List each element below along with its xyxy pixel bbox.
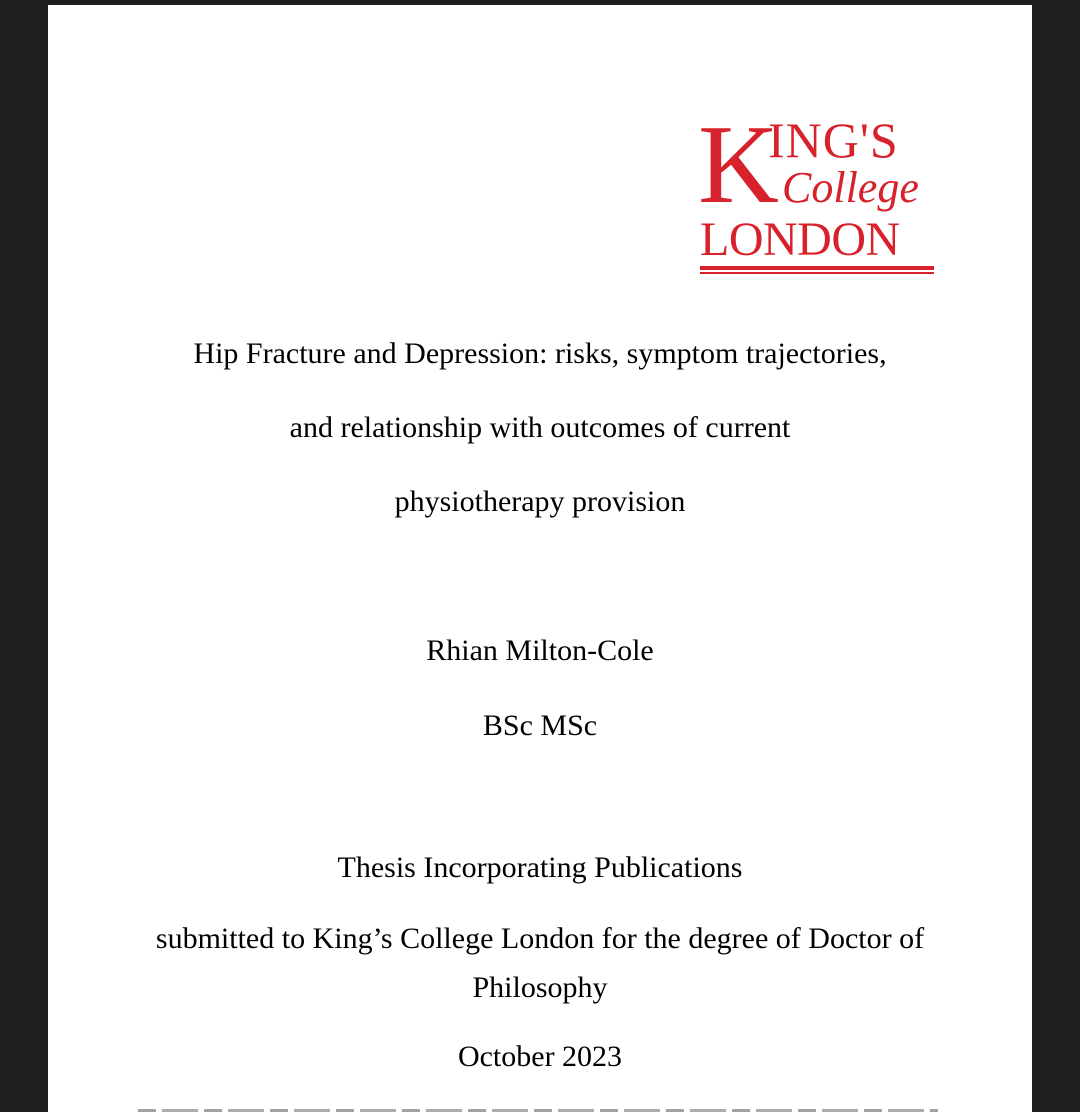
thesis-title-line-3: physiotherapy provision: [394, 485, 686, 518]
kings-college-london-logo: [698, 103, 938, 279]
thesis-title-line-2: and relationship with outcomes of current: [289, 411, 791, 444]
thesis-type: Thesis Incorporating Publications: [337, 851, 743, 884]
author-name: Rhian Milton-Cole: [426, 634, 654, 667]
document-page: [48, 5, 1032, 1112]
submission-date: October 2023: [457, 1040, 623, 1073]
author-degrees: BSc MSc: [482, 709, 598, 742]
submission-line-2: Philosophy: [472, 971, 608, 1004]
submission-line-1: submitted to King’s College London for the degree of Doctor of: [155, 922, 925, 955]
logo-college: College: [782, 163, 919, 212]
cut-off-text-line: [138, 1103, 938, 1112]
logo-rule-thick: [700, 266, 934, 270]
logo-ings: ING'S: [768, 112, 899, 168]
logo-london: LONDON: [700, 213, 900, 266]
thesis-title-line-1: Hip Fracture and Depression: risks, symptom trajectories,: [193, 337, 887, 370]
logo-letter-k: K: [698, 103, 777, 227]
logo-rule-thin: [700, 272, 934, 274]
